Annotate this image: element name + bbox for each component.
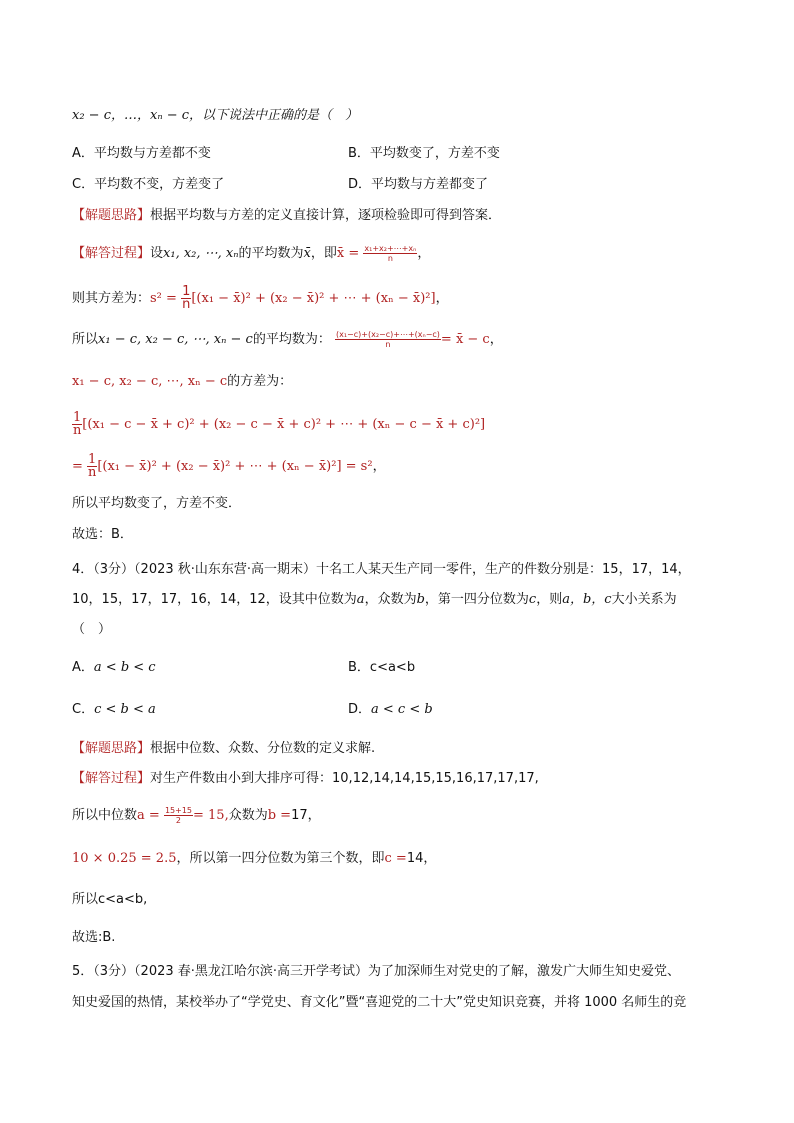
variance-expression: [(x₁ − x̄)² + (x₂ − x̄)² + ⋯ + (xₙ − x̄)²] [191,291,436,306]
quartile-lhs: c = [384,851,407,866]
stem-text: ，则 [536,592,563,607]
fraction-denominator: n [72,423,82,438]
stem-text: 大小关系为 [611,592,677,607]
q4-answer: 故选:B. [72,930,116,945]
median-prefix: 所以中位数 [72,808,138,823]
option-math: a < b < c [93,660,156,675]
solution-process-text: 对生产件数由小到大排序可得：10,12,14,14,15,15,16,17,17,17, [150,771,539,786]
stem-text: ，第一四分位数为 [424,592,529,607]
mode-value: 17， [291,808,321,823]
shifted-mid: 的平均数为： [252,332,331,347]
median-lhs: a = [137,808,160,823]
median-result: = 15, [193,808,229,823]
q3-option-a: A．平均数与方差都不变 [72,146,211,161]
fraction-numerator: 1 [182,284,191,299]
q3-stem-tail: x₂ − c，…，xₙ − c，以下说法中正确的是（ ） [72,108,359,123]
mean-eq-lhs: x̄ = [336,246,360,261]
q3-idea-line [72,206,501,226]
q4-median-line [72,806,321,826]
mean-fraction [363,244,417,263]
shifted-prefix: 所以 [72,332,99,347]
option-math: c < b < a [94,702,156,717]
var-a: a [356,592,365,607]
q4-option-c [72,700,156,720]
q3-option-c: C．平均数不变，方差变了 [72,177,225,192]
fraction-denominator: n [88,465,97,480]
variance-lhs: s² = [150,291,177,306]
solution-process-tag: 【解答过程】 [72,771,151,786]
mode-lhs: b = [267,808,292,823]
q4-option-a [72,658,156,678]
stem-text: 10，15，17，17，16，14，12，设其中位数为 [72,592,357,607]
solution-idea-tag: 【解题思路】 [72,741,151,756]
q4-quartile-line [72,849,436,869]
option-label: D． [348,702,372,717]
fraction-numerator: (x₁−c)+(x₂−c)+⋯+(xₙ−c) [335,330,440,339]
variance-fraction [181,286,191,311]
q4-stem-line2 [72,590,677,610]
median-fraction [164,806,193,825]
option-text: c<a<b [369,660,416,675]
shifted-mean-fraction [335,330,441,349]
simplified-variance-expression: [(x₁ − x̄)² + (x₂ − x̄)² + ⋯ + (xₙ − x̄)²] = s² [97,459,373,474]
variance-end: ， [435,291,449,306]
var-b: b [416,592,425,607]
process-text: 设 [150,246,164,261]
process-text-mid2: ，即 [310,246,337,261]
equals-sign: = [72,459,83,474]
q3-shifted-variance-line [72,372,292,392]
simplified-end: ， [372,459,386,474]
solution-idea-text: 根据平均数与方差的定义直接计算，逐项检验即可得到答案． [150,208,502,223]
mean-fraction-denominator: n [387,254,393,263]
option-math: a < c < b [371,702,433,717]
shifted-variance-label: 的方差为： [227,374,293,389]
fraction-numerator: 15+15 [164,806,192,815]
quartile-text: ，所以第一四分位数为第三个数，即 [176,851,385,866]
q4-stem-line1: 4．（3分）（2023 秋·山东东营·高一期末）十名工人某天生产同一零件，生产的件数分别是：15，17，14， [72,562,691,577]
stem-text: ，众数为 [364,592,417,607]
fraction-numerator: 1 [73,410,82,425]
shifted-variance-expression: [(x₁ − c − x̄ + c)² + (x₂ − c − x̄ + c)² + ⋯ + (xₙ − c − x̄ + c)²] [82,417,486,432]
option-label: A． [72,660,94,675]
q4-idea-line [72,739,375,759]
variance-prefix: 则其方差为： [72,291,151,306]
q3-option-b: B．平均数变了，方差不变 [348,146,500,161]
fraction-denominator: n [182,297,191,312]
q3-shifted-mean-line [72,330,503,350]
q4-stem-line3: （ ） [72,622,112,637]
solution-process-tag: 【解答过程】 [72,246,151,261]
q4-option-b [348,658,415,678]
option-label: C． [72,702,95,717]
q3-answer: 故选：B． [72,527,133,542]
mean-symbol: x̄ [303,246,311,261]
simplified-fraction [87,454,97,479]
q4-conclusion: 所以c<a<b, [72,892,148,907]
quartile-calc: 10 × 0.25 = 2.5 [72,851,177,866]
q5-stem-line2: 知史爱国的热情，某校举办了“学党史、育文化”暨“喜迎党的二十大”党史知识竞赛，并将 1000 名师生的竞 [72,995,687,1010]
q3-simplified-variance [72,454,386,479]
solution-idea-text: 根据中位数、众数、分位数的定义求解. [150,741,376,756]
option-label: B． [348,660,370,675]
mean-fraction-numerator: x₁+x₂+⋯+xₙ [364,244,417,253]
shifted-vars: x₁ − c, x₂ − c, ⋯, xₙ − c [98,332,253,347]
process-vars: x₁, x₂, ⋯, xₙ [163,246,239,261]
q3-variance-line [72,286,449,311]
q3-option-d: D．平均数与方差都变了 [348,177,489,192]
process-text-mid: 的平均数为 [238,246,304,261]
solution-idea-tag: 【解题思路】 [72,208,151,223]
shifted-variance-fraction [72,412,82,437]
quartile-value: 14， [406,851,437,866]
fraction-denominator: n [385,340,391,349]
q5-stem-line1: 5．（3分）（2023 春·黑龙江哈尔滨·高三开学考试）为了加深师生对党史的了解，激发广大师生知史爱党、 [72,964,681,979]
fraction-numerator: 1 [88,452,97,467]
shifted-mean-result: = x̄ − c [440,332,490,347]
fraction-denominator: 2 [175,816,182,825]
q4-option-d [348,700,433,720]
vars-abc: a，b，c [562,592,612,607]
q3-conclusion: 所以平均数变了，方差不变． [72,496,242,511]
shifted-end: ， [489,332,503,347]
shifted-vars: x₁ − c, x₂ − c, ⋯, xₙ − c [72,374,228,389]
process-end: ， [417,246,431,261]
q3-process-line [72,244,430,264]
q4-process-line [72,769,539,789]
mode-label: 众数为 [228,808,268,823]
q3-shifted-variance-expr [72,412,485,437]
var-c: c [528,592,537,607]
